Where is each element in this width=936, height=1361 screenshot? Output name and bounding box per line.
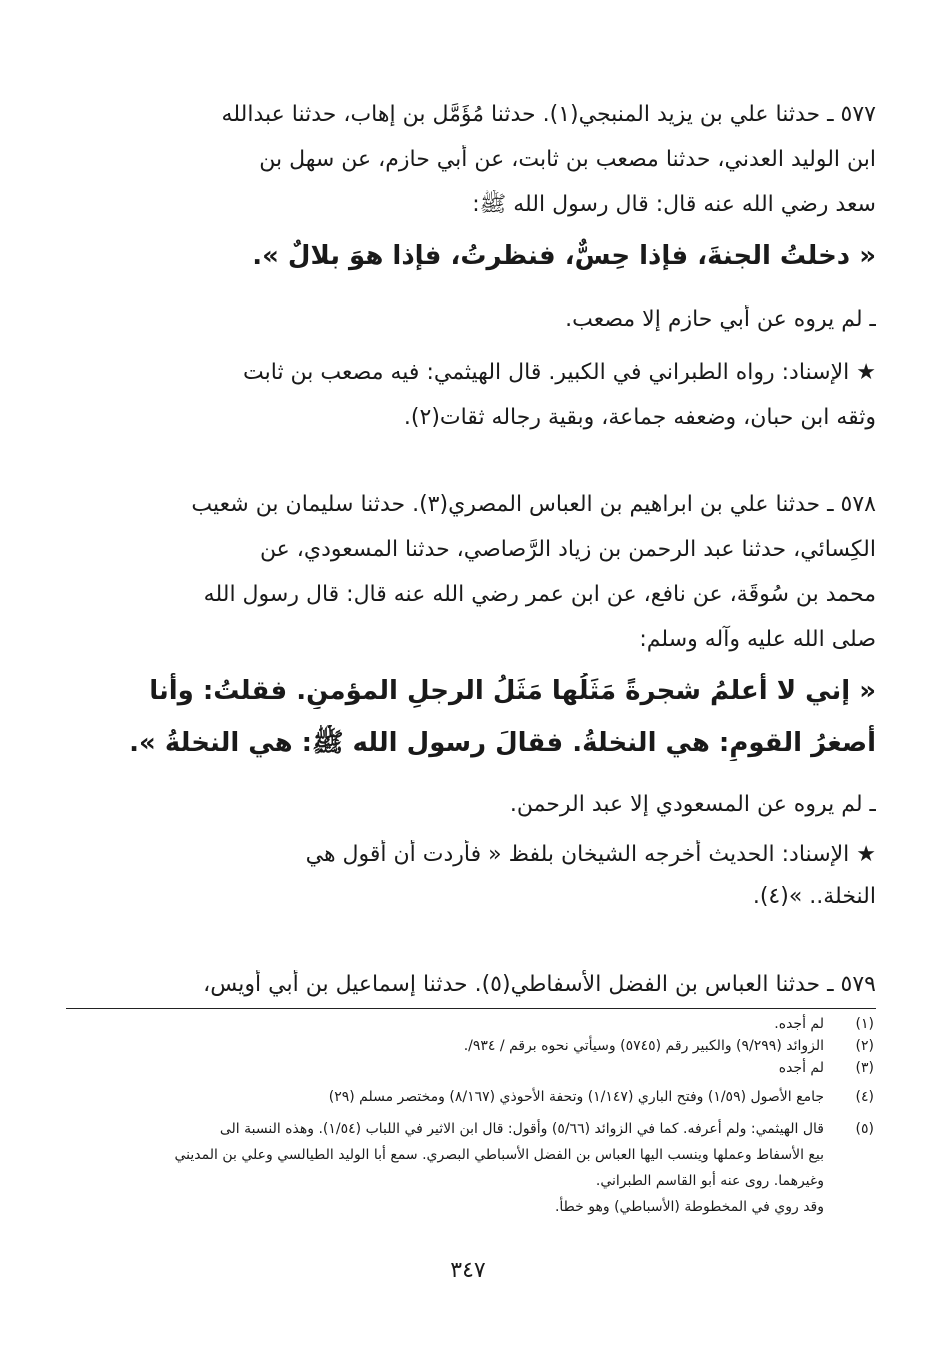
entry-578-line-4: صلى الله عليه وآله وسلم: bbox=[639, 627, 876, 652]
footnote-separator bbox=[66, 1008, 876, 1009]
footnote-1-text: لم أجده. bbox=[774, 1016, 824, 1032]
footnote-1-number: (١) bbox=[855, 1016, 874, 1032]
footnote-2-text: الزوائد (٩/٢٩٩) والكبير رقم (٥٧٤٥) وسيأتي نحوه برقم / ٩٣٤/. bbox=[463, 1038, 824, 1054]
footnote-5-text-line-2: بيع الأسفاط وعملها وينسب اليها العباس بن الفضل الأسباطي البصري. سمع أبا الوليد الطيالسي وعلي بن المديني bbox=[174, 1147, 824, 1163]
entry-579-line-1: ٥٧٩ ـ حدثنا العباس بن الفضل الأسفاطي(٥). حدثنا إسماعيل بن أبي أُويس، bbox=[203, 972, 876, 997]
footnote-4-text: جامع الأصول (١/٥٩) وفتح الباري (١/١٤٧) وتحفة الأحوذي (٨/١٦٧) ومختصر مسلم (٢٩) bbox=[328, 1089, 824, 1105]
footnote-3-number: (٣) bbox=[855, 1060, 874, 1076]
entry-578-isnad-line-2: النخلة.. »(٤). bbox=[752, 884, 876, 909]
entry-577-line-2: ابن الوليد العدني، حدثنا مصعب بن ثابت، عن أبي حازم، عن سهل بن bbox=[259, 147, 876, 172]
footnote-2-number: (٢) bbox=[855, 1038, 874, 1054]
footnote-5-text-line-4: وقد روي في المخطوطة (الأسباطي) وهو خطأ. bbox=[554, 1199, 824, 1215]
entry-578-line-3: محمد بن سُوقَة، عن نافع، عن ابن عمر رضي الله عنه قال: قال رسول الله bbox=[203, 582, 876, 607]
entry-577-line-3: سعد رضي الله عنه قال: قال رسول الله ﷺ: bbox=[472, 192, 876, 217]
entry-578-hadith-line-1: « إني لا أعلمُ شجرةً مَثَلُها مَثَلُ الرجلِ المؤمنِ. فقلتُ: وأنا bbox=[149, 676, 876, 706]
entry-578-line-2: الكِسائي، حدثنا عبد الرحمن بن زياد الرَّصاصي، حدثنا المسعودي، عن bbox=[259, 537, 876, 562]
page-number: ٣٤٧ bbox=[450, 1258, 486, 1283]
entry-577-line-1: ٥٧٧ ـ حدثنا علي بن يزيد المنبجي(١). حدثنا مُؤَمَّل بن إهاب، حدثنا عبدالله bbox=[221, 102, 876, 127]
footnote-5-text-line-1: قال الهيثمي: ولم أعرفه. كما في الزوائد (٥/٦٦) وأقول: قال ابن الاثير في اللباب (١/٥٤). وهذه النسبة الى bbox=[219, 1121, 824, 1137]
entry-578-note: ـ لم يروه عن المسعودي إلا عبد الرحمن. bbox=[509, 792, 876, 817]
entry-578-isnad-line-1: ★ الإسناد: الحديث أخرجه الشيخان بلفظ « فأردت أن أقول هي bbox=[305, 842, 876, 867]
footnote-5-number: (٥) bbox=[855, 1121, 874, 1137]
entry-577-isnad-line-2: وثقه ابن حبان، وضعفه جماعة، وبقية رجاله ثقات(٢). bbox=[403, 405, 876, 430]
entry-577-isnad-line-1: ★ الإسناد: رواه الطبراني في الكبير. قال الهيثمي: فيه مصعب بن ثابت bbox=[243, 360, 876, 385]
entry-578-line-1: ٥٧٨ ـ حدثنا علي بن ابراهيم بن العباس المصري(٣). حدثنا سليمان بن شعيب bbox=[191, 492, 876, 517]
footnote-5-text-line-3: وغيرهما. روى عنه أبو القاسم الطبراني. bbox=[595, 1173, 824, 1189]
footnote-4-number: (٤) bbox=[855, 1089, 874, 1105]
entry-577-hadith: « دخلتُ الجنةَ، فإذا حِسٌّ، فنظرتُ، فإذا هوَ بلالٌ ». bbox=[252, 241, 876, 271]
footnote-3-text: لم أجده bbox=[778, 1060, 824, 1076]
entry-577-note: ـ لم يروه عن أبي حازم إلا مصعب. bbox=[565, 307, 876, 332]
entry-578-hadith-line-2: أصغرُ القومِ: هي النخلةُ. فقالَ رسول الله ﷺ: هي النخلةُ ». bbox=[129, 728, 876, 758]
